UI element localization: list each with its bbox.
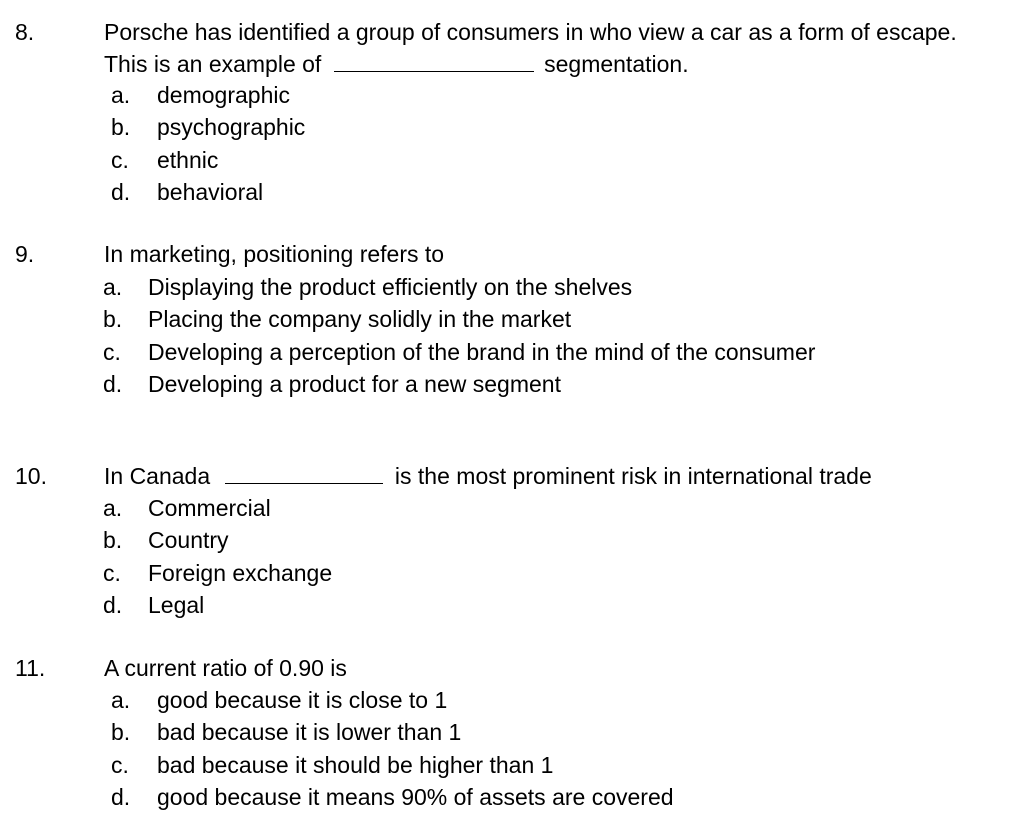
option-letter: d. <box>103 591 123 618</box>
option-letter: d. <box>103 370 123 397</box>
option-letter: a. <box>111 687 131 713</box>
option-text: psychographic <box>157 114 306 141</box>
question-line-2 <box>104 48 957 80</box>
question-number: 10. <box>15 463 47 489</box>
option-text: Country <box>148 527 229 554</box>
question-text <box>104 460 872 492</box>
option-letter: d. <box>111 783 131 810</box>
option-text: good because it means 90% of assets are covered <box>157 783 674 810</box>
option-text: bad because it should be higher than 1 <box>157 751 554 778</box>
option-text: Developing a product for a new segment <box>148 370 561 397</box>
option-text: good because it is close to 1 <box>157 687 448 713</box>
option-text: Placing the company solidly in the market <box>148 306 572 333</box>
question-line-1: Porsche has identified a group of consumers in who view a car as a form of escape. <box>104 19 957 45</box>
option-text: Foreign exchange <box>148 559 333 586</box>
option-letter: a. <box>103 495 123 521</box>
question-text: A current ratio of 0.90 is <box>104 655 347 681</box>
option-letter: c. <box>111 751 129 778</box>
option-text: demographic <box>157 82 290 108</box>
option-text: Developing a perception of the brand in the mind of the consumer <box>148 338 816 365</box>
question-text <box>104 16 957 80</box>
option-letter: b. <box>103 306 123 333</box>
question-number: 9. <box>15 241 35 267</box>
option-letter: d. <box>111 178 131 205</box>
answer-blank <box>334 53 534 72</box>
option-text: Displaying the product efficiently on the shelves <box>148 274 633 300</box>
option-text: Commercial <box>148 495 271 521</box>
option-letter: c. <box>103 338 121 365</box>
question-text-before-blank: In Canada <box>104 463 211 489</box>
question-text-after-blank: is the most prominent risk in international trade <box>394 463 872 489</box>
question-number: 11. <box>15 655 46 681</box>
question-text-after-blank: segmentation. <box>544 51 689 77</box>
option-text: ethnic <box>157 146 219 173</box>
option-text: Legal <box>148 591 205 618</box>
question-text: In marketing, positioning refers to <box>104 241 445 267</box>
option-letter: c. <box>103 559 121 586</box>
option-letter: a. <box>111 82 131 108</box>
answer-blank <box>225 465 383 484</box>
option-letter: b. <box>103 527 123 554</box>
question-number: 8. <box>15 19 35 45</box>
option-text: behavioral <box>157 178 264 205</box>
option-letter: b. <box>111 114 131 141</box>
option-letter: b. <box>111 719 131 746</box>
question-text-before-blank: This is an example of <box>104 51 322 77</box>
option-letter: c. <box>111 146 129 173</box>
option-text: bad because it is lower than 1 <box>157 719 462 746</box>
option-letter: a. <box>103 274 123 300</box>
